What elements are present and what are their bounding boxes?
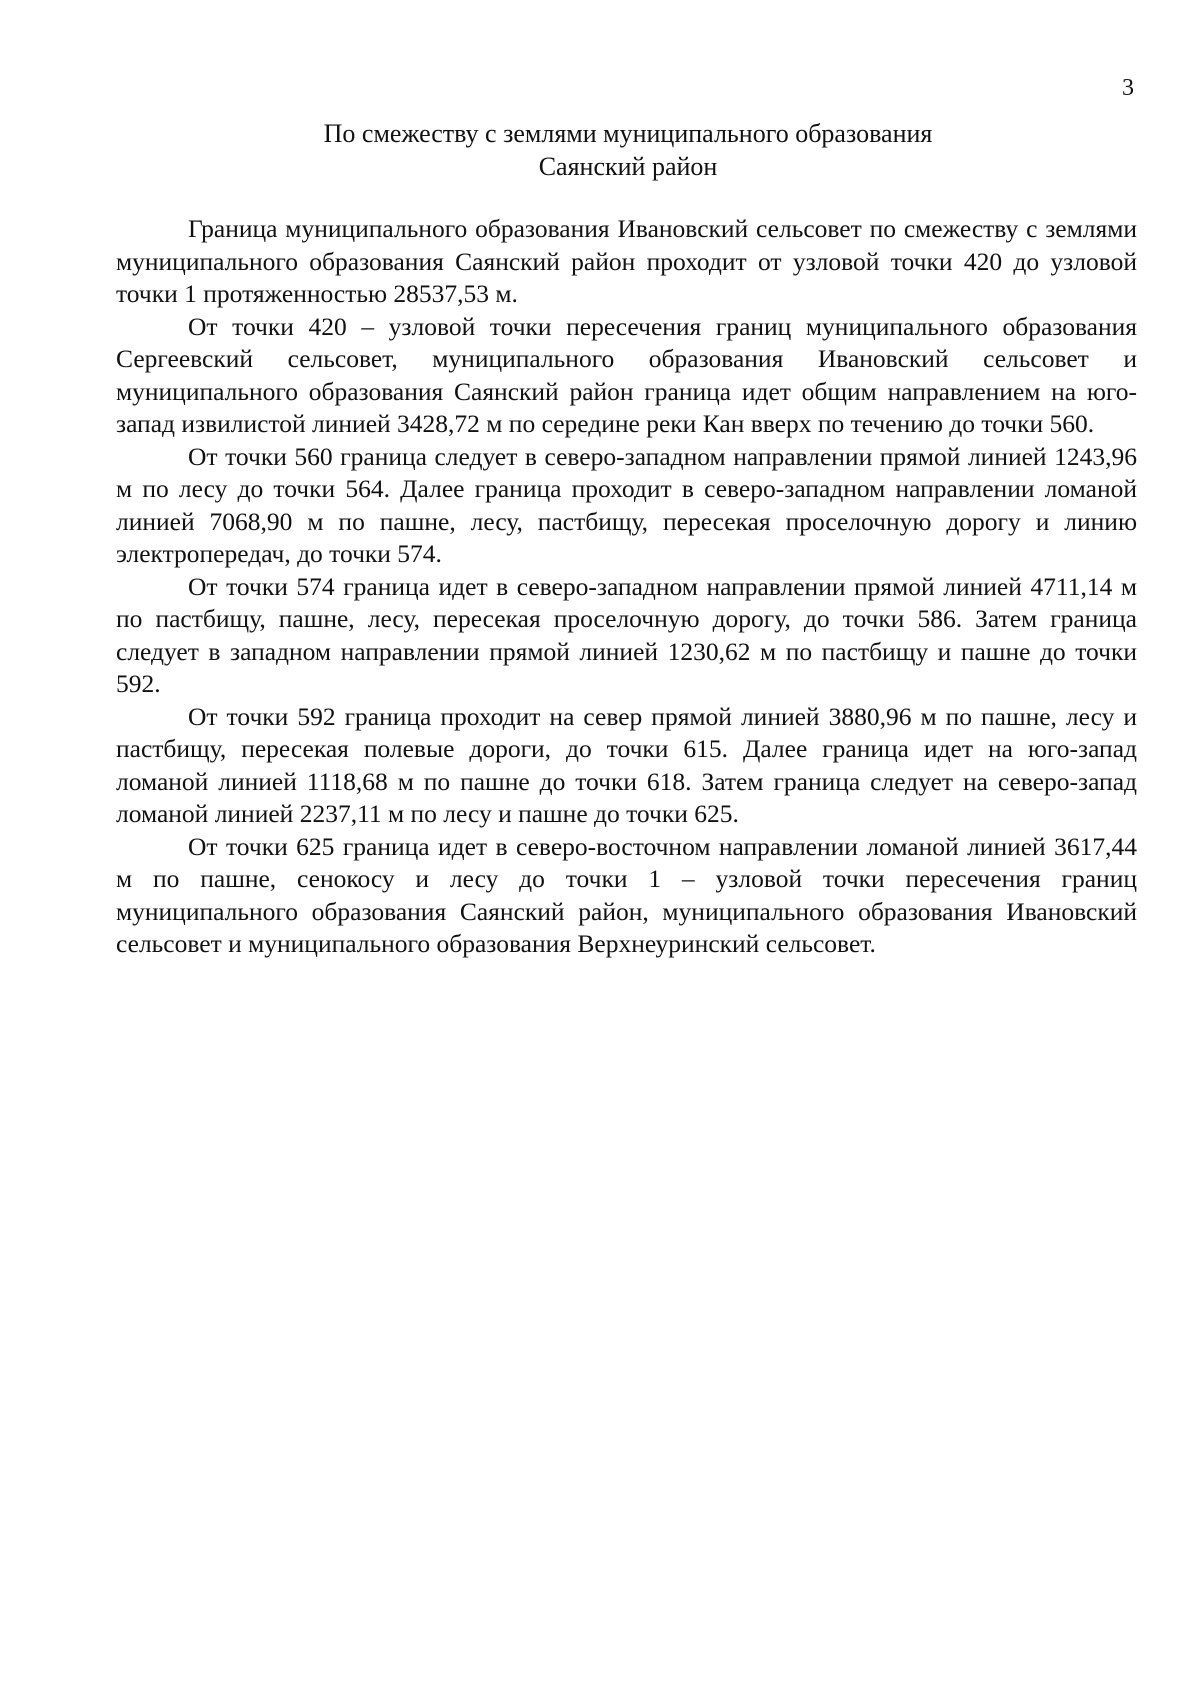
paragraph: От точки 574 граница идет в северо-западном направлении прямой линией 4711,14 м по пастбищу, пашне, лесу, пересекая проселочную дорогу, до точки 586. Затем граница следует в западном направлении прямой линией 1230,62 м по пастбищу и пашне до точки 592. — [116, 571, 1137, 698]
document-body — [116, 213, 1137, 961]
heading-line-2: Саянский район — [538, 152, 718, 181]
paragraph: Граница муниципального образования Ивановский сельсовет по смежеству с землями муниципального образования Саянский район проходит от узловой точки 420 до узловой точки 1 протяженностью 28537,53 м. — [116, 214, 1137, 308]
paragraph: От точки 625 граница идет в северо-восточном направлении ломаной линией 3617,44 м по пашне, сенокосу и лесу до точки 1 – узловой точки пересечения границ муниципального образования Саянский район, муниципального образования Ивановский сельсовет и муниципального образования Верхнеуринский сельсовет. — [116, 831, 1137, 958]
paragraph: От точки 420 – узловой точки пересечения границ муниципального образования Сергеевский сельсовет, муниципального образования Ивановский сельсовет и муниципального образования Саянский район граница идет общим направлением на юго-запад извилистой линией 3428,72 м по середине реки Кан вверх по течению до точки 560. — [116, 311, 1137, 438]
section-heading — [116, 117, 1140, 183]
paragraph: От точки 592 граница проходит на север прямой линией 3880,96 м по пашне, лесу и пастбищу, пересекая полевые дороги, до точки 615. Далее граница идет на юго-запад ломаной линией 1118,68 м по пашне до точки 618. Затем граница следует на северо-запад ломаной линией 2237,11 м по лесу и пашне до точки 625. — [116, 701, 1137, 828]
page-number: 3 — [1122, 75, 1134, 101]
heading-line-1: По смежеству с землями муниципального образования — [323, 119, 933, 148]
paragraph: От точки 560 граница следует в северо-западном направлении прямой линией 1243,96 м по лесу до точки 564. Далее граница проходит в северо-западном направлении ломаной линией 7068,90 м по пашне, лесу, пастбищу, пересекая проселочную дорогу и линию электропередач, до точки 574. — [116, 441, 1137, 568]
